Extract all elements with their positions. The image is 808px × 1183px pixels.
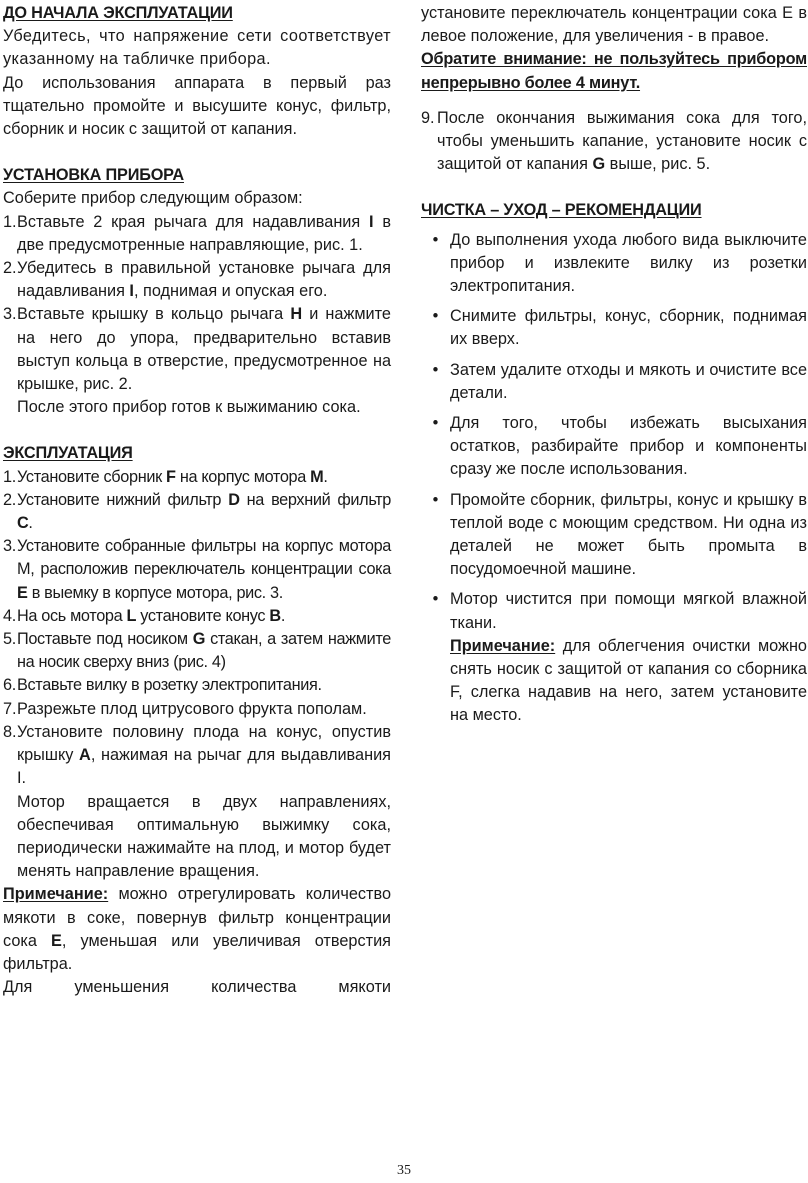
bullet-icon: • (432, 490, 439, 509)
note-label: Примечание: (450, 636, 556, 655)
bullet-item: • Промойте сборник, фильтры, конус и крышку в теплой воде с моющим средством. Ни одна из деталей не может быть промыта в посудомоечной машине. (421, 489, 807, 582)
list-item: 2. Убедитесь в правильной установке рычага для надавливания I, поднимая и опуская его. (3, 259, 391, 301)
bullet-icon: • (432, 414, 439, 433)
paragraph-first-use: До использования аппарата в первый раз тщательно промойте и высушите конус, фильтр, сборник и носик с защитой от капания. (3, 73, 391, 139)
bullet-item: • До выполнения ухода любого вида выключите прибор и извлеките вилку из розетки электропитания. (421, 229, 807, 299)
list-item: 1. Вставьте 2 края рычага для надавливания I в две предусмотренные направляющие, рис. 1. (3, 212, 391, 254)
page-number: 35 (397, 1163, 411, 1178)
list-item: 9. После окончания выжимания сока для того, чтобы уменьшить капание, установите носик с защитой от капания G выше, рис. 5. (421, 108, 807, 174)
list-item: 6. Вставьте вилку в розетку электропитания. (3, 676, 322, 695)
bullet-item: • Для того, чтобы избежать высыхания остатков, разбирайте прибор и компоненты сразу же после использования. (421, 412, 807, 482)
bullet-item: • Мотор чистится при помощи мягкой влажной ткани. (421, 588, 807, 634)
right-column (421, 2, 807, 728)
bullet-icon: • (432, 230, 439, 249)
bullet-item: • Затем удалите отходы и мякоть и очистите все детали. (421, 359, 807, 405)
list-item: 3. Установите собранные фильтры на корпус мотора M, расположив переключатель концентрации сока E в выемку в корпусе мотора, рис. 3. (3, 537, 391, 602)
bullet-icon: • (432, 307, 439, 326)
note-label: Примечание: (3, 885, 109, 904)
continuation-text: установите переключатель концентрации сока E в левое положение, для увеличения - в правое. (421, 4, 807, 46)
installation-after: После этого прибор готов к выжиманию сока. (17, 398, 361, 417)
paragraph-voltage: Убедитесь, что напряжение сети соответствует указанному на табличке прибора. (3, 27, 391, 69)
list-item: 8. Установите половину плода на конус, опустив крышку A, нажимая на рычаг для выдавливания I. (3, 722, 391, 788)
list-item: 2. Установите нижний фильтр D на верхний фильтр C. (3, 490, 391, 533)
bullet-item: • Снимите фильтры, конус, сборник, поднимая их вверх. (421, 305, 807, 351)
operation-note: Примечание: можно отрегулировать количество мякоти в соке, повернув фильтр концентрации сока E, уменьшая или увеличивая отверстия фильтра. (3, 885, 391, 973)
operation-last-line: Для уменьшения количества мякоти (3, 978, 391, 997)
left-column (3, 2, 391, 999)
installation-intro: Соберите прибор следующим образом: (3, 189, 303, 208)
list-item: 1. Установите сборник F на корпус мотора M. (3, 467, 328, 486)
heading-before-use: ДО НАЧАЛА ЭКСПЛУАТАЦИИ (3, 4, 233, 22)
heading-operation: ЭКСПЛУАТАЦИЯ (3, 444, 133, 463)
list-item: 5. Поставьте под носиком G стакан, а затем нажмите на носик сверху вниз (рис. 4) (3, 630, 391, 672)
list-item: 7. Разрежьте плод цитрусового фрукта пополам. (3, 699, 367, 718)
heading-installation: УСТАНОВКА ПРИБОРА (3, 166, 184, 185)
bullet-icon: • (432, 360, 439, 379)
list-item: 3. Вставьте крышку в кольцо рычага H и нажмите на него до упора, предварительно вставив выступ кольца в отверстие, предусмотренное на крышке, рис. 2. (3, 305, 391, 394)
cleaning-note: Примечание: для облегчения очистки можно снять носик с защитой от капания со сборника F, слегка надавив на него, затем установите на место. (450, 636, 807, 725)
warning-text: Обратите внимание: не пользуйтесь прибором непрерывно более 4 минут. (421, 50, 807, 92)
heading-cleaning: ЧИСТКА – УХОД – РЕКОМЕНДАЦИИ (421, 201, 702, 220)
operation-motor-note: Мотор вращается в двух направлениях, обеспечивая оптимальную выжимку сока, периодически нажимайте на плод, и мотор будет менять направление вращения. (17, 792, 391, 881)
bullet-icon: • (432, 590, 439, 609)
list-item: 4. На ось мотора L установите конус B. (3, 606, 285, 625)
